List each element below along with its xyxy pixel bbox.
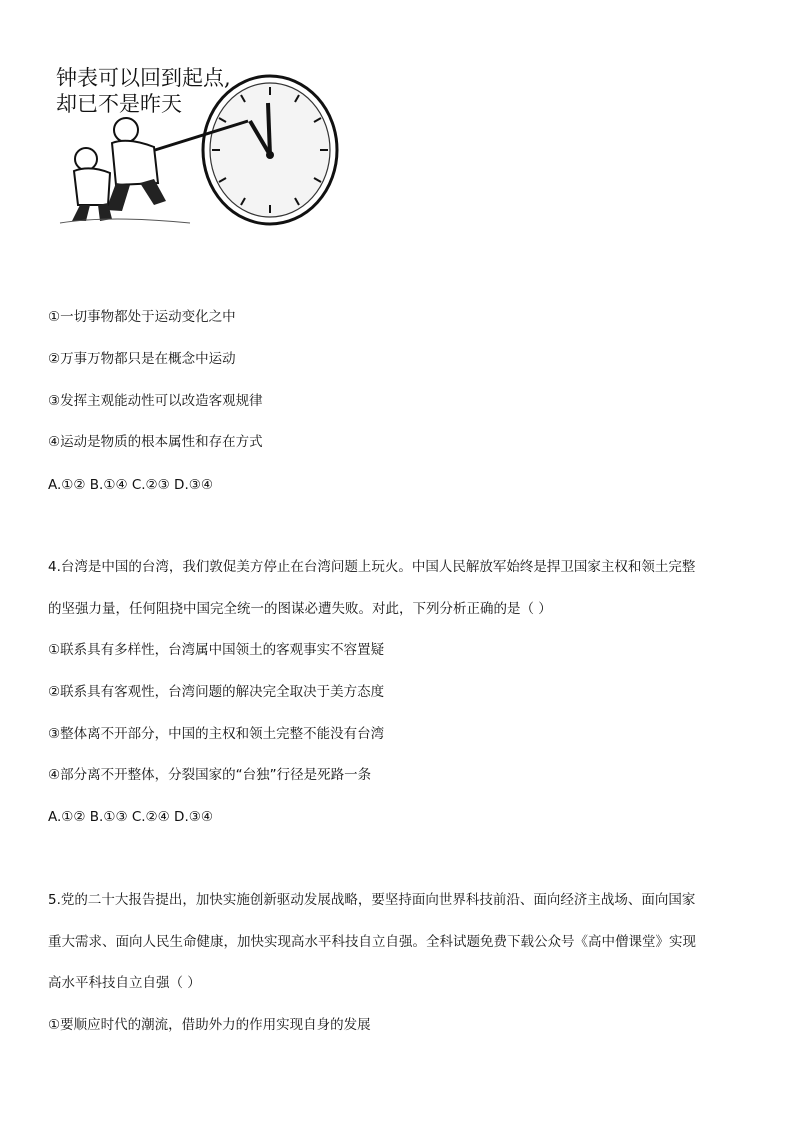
q5-stem-line1: 5.党的二十大报告提出，加快实施创新驱动发展战略，要坚持面向世界科技前沿、面向经济主战场、面向国家 bbox=[48, 892, 696, 908]
q3-option-1: ①一切事物都处于运动变化之中 bbox=[48, 309, 236, 325]
q4-option-2: ②联系具有客观性，台湾问题的解决完全取决于美方态度 bbox=[48, 684, 385, 700]
q4-stem-line2: 的坚强力量，任何阻挠中国完全统一的图谋必遭失败。对此，下列分析正确的是（ ） bbox=[48, 601, 552, 617]
q4-stem-line1: 4.台湾是中国的台湾，我们敦促美方停止在台湾问题上玩火。中国人民解放军始终是捍卫国家主权和领土完整 bbox=[48, 559, 696, 575]
q4-option-3: ③整体离不开部分，中国的主权和领土完整不能没有台湾 bbox=[48, 726, 385, 742]
q5-stem-line2: 重大需求、面向人民生命健康，加快实现高水平科技自立自强。全科试题免费下载公众号《高中僧课堂》实现 bbox=[48, 934, 696, 950]
q3-answer-choices: A.①② B.①④ C.②③ D.③④ bbox=[48, 477, 213, 493]
q4-answer-choices: A.①② B.①③ C.②④ D.③④ bbox=[48, 809, 213, 825]
q3-option-3: ③发挥主观能动性可以改造客观规律 bbox=[48, 393, 263, 409]
cartoon-caption-line1: 钟表可以回到起点, bbox=[56, 66, 231, 90]
q4-option-4: ④部分离不开整体，分裂国家的“台独”行径是死路一条 bbox=[48, 767, 372, 783]
q4-option-1: ①联系具有多样性，台湾属中国领土的客观事实不容置疑 bbox=[48, 642, 385, 658]
cartoon-caption-line2: 却已不是昨天 bbox=[56, 92, 182, 116]
q3-option-4: ④运动是物质的根本属性和存在方式 bbox=[48, 434, 263, 450]
q5-option-1: ①要顺应时代的潮流，借助外力的作用实现自身的发展 bbox=[48, 1017, 371, 1033]
q5-stem-line3: 高水平科技自立自强（ ） bbox=[48, 975, 201, 991]
q3-option-2: ②万事万物都只是在概念中运动 bbox=[48, 351, 236, 367]
